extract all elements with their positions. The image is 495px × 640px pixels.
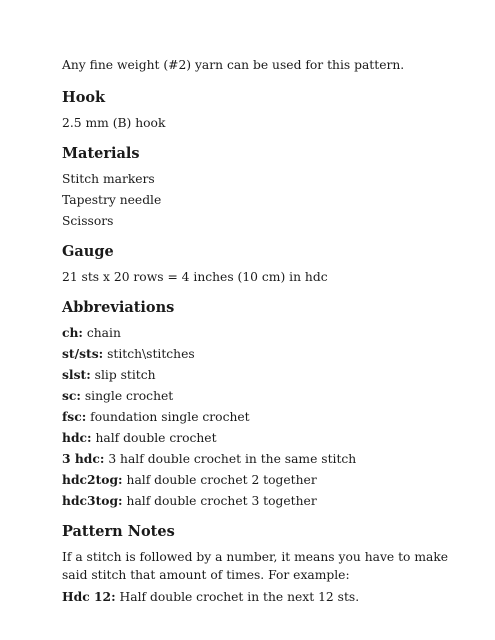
abbreviation-definition: slip stitch bbox=[90, 368, 156, 382]
abbreviation-term: slst: bbox=[62, 367, 91, 382]
abbreviation-term: sc: bbox=[62, 388, 81, 403]
materials-item: Scissors bbox=[62, 214, 114, 228]
abbreviation-term: hdc3tog: bbox=[62, 493, 123, 508]
abbreviation-item bbox=[62, 408, 462, 426]
abbreviation-term: hdc2tog: bbox=[62, 472, 123, 487]
abbreviation-item bbox=[62, 387, 462, 405]
abbreviations-section bbox=[62, 298, 462, 510]
materials-section bbox=[62, 144, 462, 230]
abbreviation-item bbox=[62, 450, 462, 468]
abbreviation-item bbox=[62, 324, 462, 342]
abbreviation-item bbox=[62, 471, 462, 489]
abbreviation-term: hdc: bbox=[62, 430, 92, 445]
abbreviation-item bbox=[62, 366, 462, 384]
gauge-heading: Gauge bbox=[62, 243, 114, 260]
abbreviation-definition: chain bbox=[82, 326, 121, 340]
hook-heading: Hook bbox=[62, 89, 106, 106]
abbreviation-definition: stitch\stitches bbox=[103, 347, 195, 361]
pattern-notes-example bbox=[62, 588, 462, 606]
abbreviation-definition: half double crochet 3 together bbox=[122, 494, 317, 508]
example-term: Hdc 12: bbox=[62, 589, 116, 604]
abbreviation-item bbox=[62, 429, 462, 447]
hook-text: 2.5 mm (B) hook bbox=[62, 116, 166, 130]
abbreviation-definition: foundation single crochet bbox=[86, 410, 250, 424]
abbreviation-term: fsc: bbox=[62, 409, 87, 424]
gauge-text: 21 sts x 20 rows = 4 inches (10 cm) in hdc bbox=[62, 270, 328, 284]
abbreviation-term: st/sts: bbox=[62, 346, 104, 361]
materials-item: Stitch markers bbox=[62, 172, 155, 186]
abbreviation-definition: half double crochet bbox=[91, 431, 217, 445]
abbreviation-definition: 3 half double crochet in the same stitch bbox=[104, 452, 357, 466]
materials-heading: Materials bbox=[62, 145, 140, 162]
abbreviations-heading: Abbreviations bbox=[62, 299, 175, 316]
intro-text: Any fine weight (#2) yarn can be used for this pattern. bbox=[62, 58, 405, 72]
hook-section bbox=[62, 88, 462, 132]
abbreviation-term: ch: bbox=[62, 325, 83, 340]
abbreviation-definition: single crochet bbox=[80, 389, 174, 403]
materials-item: Tapestry needle bbox=[62, 193, 162, 207]
pattern-notes-text: If a stitch is followed by a number, it means you have to make said stitch that amount of times. For example: bbox=[62, 550, 449, 582]
example-definition: Half double crochet in the next 12 sts. bbox=[115, 590, 360, 604]
abbreviation-item bbox=[62, 492, 462, 510]
abbreviation-term: 3 hdc: bbox=[62, 451, 105, 466]
gauge-section bbox=[62, 242, 462, 286]
abbreviation-item bbox=[62, 345, 462, 363]
pattern-notes-section bbox=[62, 522, 462, 606]
document-page bbox=[62, 56, 462, 618]
abbreviation-definition: half double crochet 2 together bbox=[122, 473, 317, 487]
pattern-notes-heading: Pattern Notes bbox=[62, 523, 175, 540]
